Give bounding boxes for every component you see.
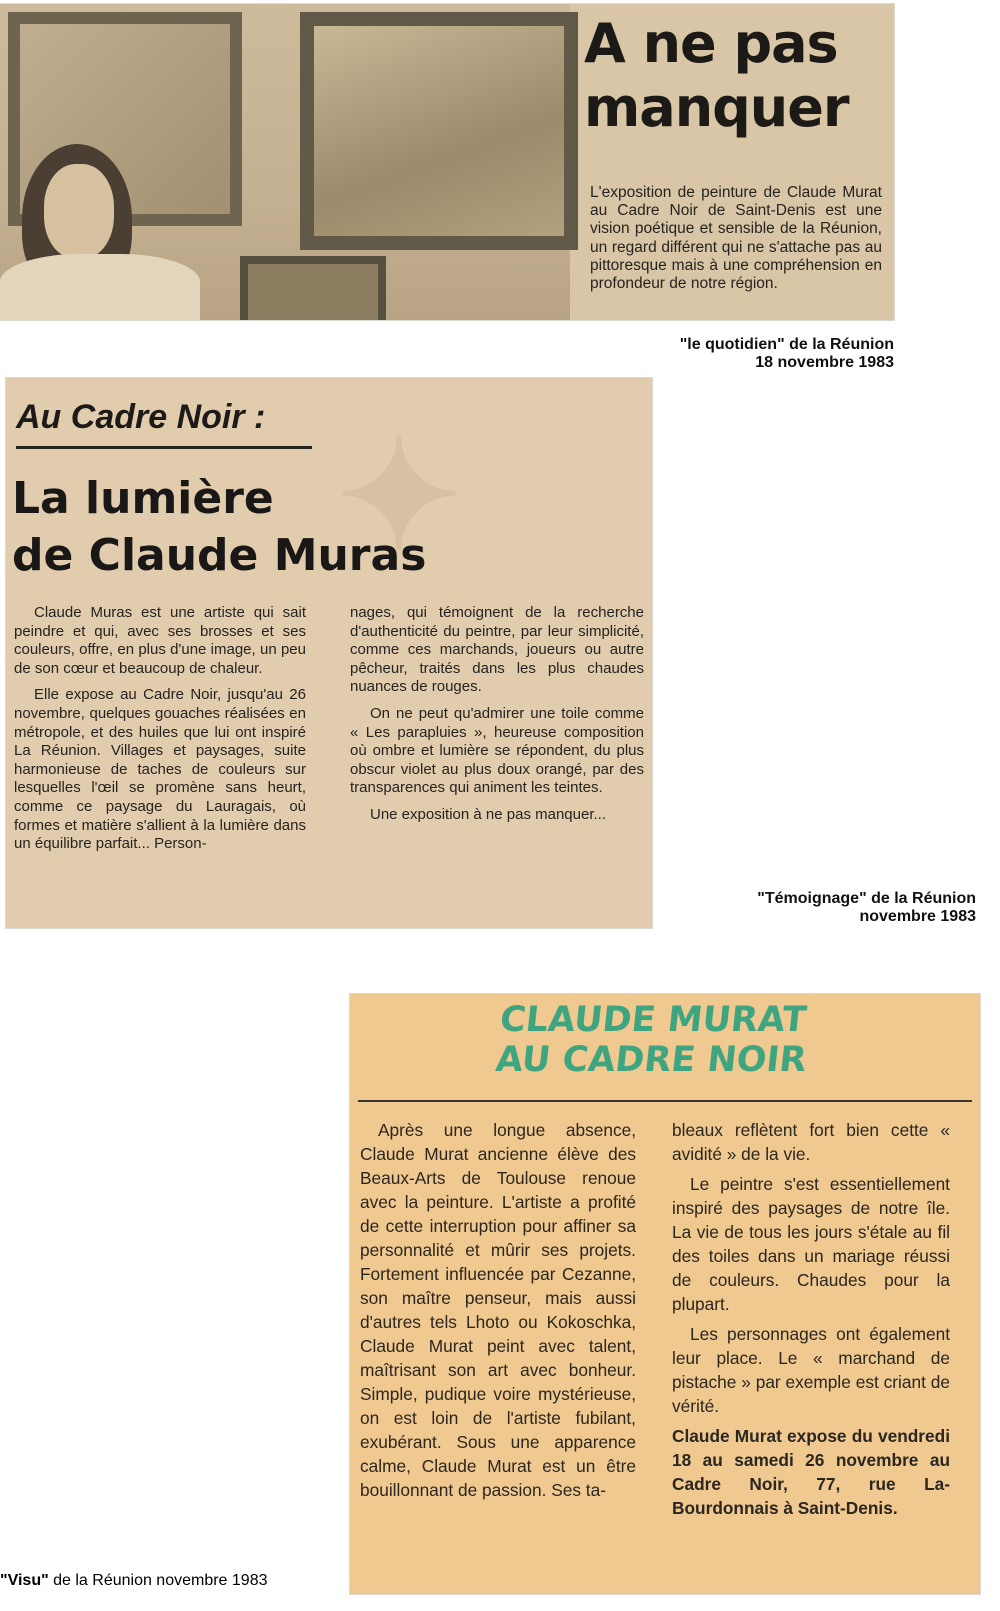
- paragraph: Après une longue absence, Claude Murat ancienne élève des Beaux-Arts de Toulouse renoue avec la peinture. L'artiste a profité de cette interruption pour affiner sa personnalité et mûrir ses projets. Fortement influencée par Cezanne, son maître penseur, mais aussi d'autres tels Lhoto ou Kokoschka, Claude Murat peint avec talent, maîtrisant son art avec bonheur. Simple, pudique voire mystérieuse, on est loin de l'artiste fubilant, exubérant. Sous une apparence calme, Claude Murat est un être bouillonnant de passion. Ses ta-: [360, 1120, 636, 1500]
- headline-line: AU CADRE NOIR: [493, 1040, 809, 1080]
- paragraph: Le peintre s'est essentiellement inspiré des paysages de notre île. La vie de tous les jours s'étale au fil des toiles dans un mariage réussi de couleurs. Chaudes pour la plupart.: [672, 1174, 950, 1314]
- article-column: [350, 604, 644, 833]
- clipping-kicker: Au Cadre Noir :: [16, 398, 266, 436]
- caption-date: de la Réunion novembre 1983: [48, 1572, 268, 1589]
- article-column: [360, 1118, 636, 1508]
- headline-line: de Claude Muras: [12, 530, 427, 581]
- paragraph: Claude Muras est une artiste qui sait peindre et qui, avec ses brosses et ses couleurs, offre, en plus d'une image, un peu de son cœur et beaucoup de chaleur.: [14, 604, 306, 677]
- painting-frame: [300, 12, 578, 250]
- clipping-quotidien: [0, 4, 894, 320]
- paragraph: nages, qui témoignent de la recherche d'authenticité du peintre, par leur simplicité, comme ces marchands, joueurs ou autre pêcheur, traités dans les plus chaudes nuances de rouges.: [350, 604, 644, 696]
- headline-line: CLAUDE MURAT: [498, 1000, 809, 1040]
- caption-source: "Visu": [0, 1572, 49, 1589]
- caption-source: "Témoignage" de la Réunion: [757, 890, 976, 907]
- paragraph: Les personnages ont également leur place. Le « marchand de pistache » par exemple est criant de vérité.: [672, 1324, 950, 1416]
- headline-line: La lumière: [12, 473, 274, 524]
- clipping-headline: A ne pas manquer: [584, 12, 849, 139]
- paragraph: Elle expose au Cadre Noir, jusqu'au 26 novembre, quelques gouaches réalisées en métropole, et des huiles que lui ont inspiré La Réunion. Villages et paysages, suite harmonieuse de taches de couleurs sur lesquelles l'œil se promène sans heurt, comme ce paysage du Lauragais, où formes et matière s'allient à la lumière dans un équilibre parfait... Person-: [14, 686, 306, 853]
- paragraph: Une exposition à ne pas manquer...: [370, 805, 606, 823]
- source-caption: [0, 1572, 340, 1590]
- clipping-temoignage: [6, 378, 652, 928]
- bleed-through: ✦: [336, 408, 462, 584]
- artist-body: [0, 254, 200, 320]
- painting-frame: [240, 256, 386, 320]
- clipping-headline: [494, 1000, 922, 1080]
- artist-face: [44, 164, 114, 259]
- clipping-body: L'exposition de peinture de Claude Murat au Cadre Noir de Saint-Denis est une vision poétique et sensible de la Réunion, un regard différent qui ne s'attache pas au pittoresque mais à une compréhension en profondeur de notre région.: [590, 184, 882, 293]
- divider: [16, 446, 312, 449]
- clipping-headline: [12, 470, 512, 584]
- caption-source: "le quotidien" de la Réunion: [679, 336, 894, 353]
- source-caption: [640, 890, 976, 926]
- clipping-visu: [350, 994, 980, 1594]
- paragraph: bleaux reflètent fort bien cette « avidité » de la vie.: [672, 1120, 950, 1164]
- paragraph: On ne peut qu'admirer une toile comme « Les parapluies », heureuse composition où ombre et lumière se répondent, du plus obscur violet au plus doux orangé, par des transparences qui animent les teintes.: [350, 704, 644, 797]
- article-column: [14, 604, 306, 862]
- exhibition-details: Claude Murat expose du vendredi 18 au samedi 26 novembre au Cadre Noir, 77, rue La-Bourdonnais à Saint-Denis.: [672, 1426, 950, 1518]
- caption-date: 18 novembre 1983: [755, 354, 894, 371]
- exhibition-photo: [0, 4, 570, 320]
- caption-date: novembre 1983: [859, 908, 976, 925]
- divider: [358, 1100, 972, 1102]
- source-caption: [560, 336, 894, 372]
- article-column: [672, 1118, 950, 1526]
